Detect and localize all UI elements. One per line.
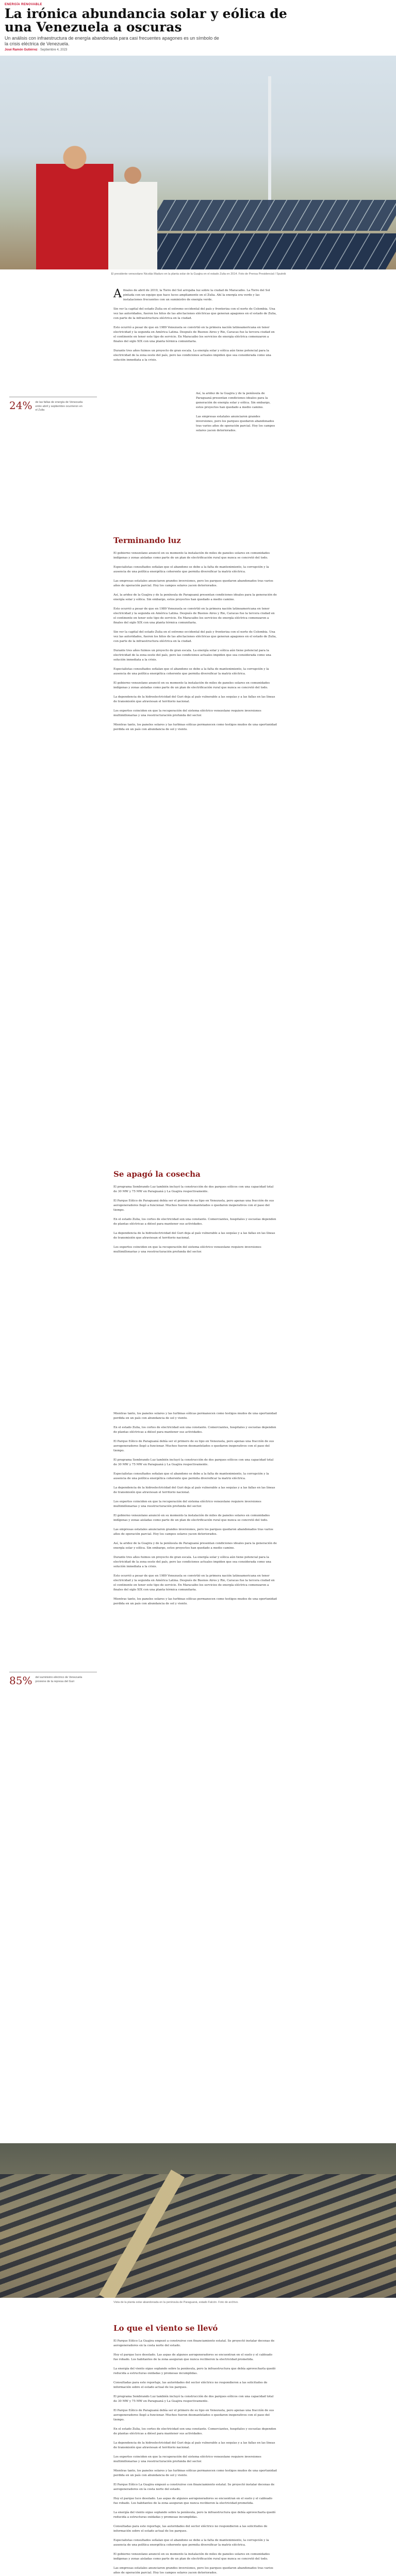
paragraph: Esto ocurrió a pesar de que en 1989 Venezuela se convirtió en la primera nación latinoamericana en tener electricidad y la segunda en América Latina. Después de Buenos Aires y Rio, Caracas fue la tercera ciudad en el continente en tener este tipo de servicio. En Maracaibo los servicios de energía eléctrica comenzaron a finales del siglo XIX con una planta térmica comunitaria. [113,326,275,343]
section-heading: Lo que el viento se llevó [113,2324,218,2333]
body-block-3b [113,1412,277,1611]
section-heading: Se apagó la cosecha [113,1170,201,1179]
paragraph: El programa Sembrando Luz también incluyó la construcción de dos parques eólicos con una capacidad total de 30 MW y 75 MW en Paraguaná y La Guajira respectivamente. [113,1185,274,1193]
hero-person-white [108,159,157,269]
paragraph: El Parque Eólico de Paraguaná debía ser el primero de su tipo en Venezuela, pero apenas una fracción de sus aerogeneradores llegó a funcionar. Muchos fueron desmantelados o quedaron inoperativos con el paso del tiempo. [113,1199,274,1212]
stat-text: de las fallas de energía de Venezuela entre abril y septiembre ocurrieron en el Zulia [35,401,83,412]
stat-text: del suministro eléctrico de Venezuela proviene de la represa del Guri [35,1676,82,1683]
body-block-1b [196,392,277,438]
paragraph: El Parque Eólico de Paraguaná debía ser el primero de su tipo en Venezuela, pero apenas una fracción de sus aerogeneradores llegó a funcionar. Muchos fueron desmantelados o quedaron inoperativos con el paso del tiempo. [113,2409,274,2421]
hero-person-red [36,133,113,269]
paragraph: La dependencia de la hidroelectricidad del Guri deja al país vulnerable a las sequías y a las fallas en las líneas de transmisión que atraviesan el territorio nacional. [113,696,275,703]
paragraph: En el estado Zulia, los cortes de electricidad son una constante. Comerciantes, hospitales y escuelas dependen de plantas eléctricas a diésel para mantener sus actividades. [113,1426,276,1434]
paragraph: Hoy el parque luce desolado. Las aspas de algunos aerogeneradores se encuentran en el suelo y el cableado fue robado. Los habitantes de la zona aseguran que nunca recibieron la electricidad prometida. [113,2353,273,2361]
hero-image [0,56,396,269]
solar-rows [0,2174,396,2298]
paragraph: Las empresas estatales anunciaron grandes inversiones, pero los parques quedaron abandonados tras varios años de operación parcial. Hoy los campos solares yacen deteriorados. [113,2567,273,2574]
body-block-1 [113,289,277,367]
paragraph: Especialistas consultados señalan que el abandono se debe a la falta de mantenimiento, la corrupción y la ausencia de una política energética coherente que permita diversificar la matriz eléctrica. [113,1472,269,1480]
hero-pole [268,76,271,210]
paragraph: El gobierno venezolano anunció en su momento la instalación de miles de paneles solares en comunidades indígenas y zonas aisladas como parte de un plan de electrificación rural que nunca se concretó del todo. [113,552,270,560]
paragraph: Así, la aridez de la Guajira y de la península de Paraguaná presentan condiciones ideales para la generación de energía solar y eólica. Sin embargo, estos proyectos han quedado a medio camino. [196,392,271,409]
section-heading: Terminando luz [113,536,181,545]
article-byline [5,48,67,52]
drop-cap: A [113,287,122,300]
paragraph: Mientras tanto, los paneles solares y las turbinas eólicas permanecen como testigos mudos de una oportunidad perdida en un país con abundancia de sol y viento. [113,723,277,731]
body-block-2 [113,551,277,737]
paragraph: Las empresas estatales anunciaron grandes inversiones, pero los parques quedaron abandonados tras varios años de operación parcial. Hoy los campos solares yacen deteriorados. [196,415,275,432]
paragraph: Mientras tanto, los paneles solares y las turbinas eólicas permanecen como testigos mudos de una oportunidad perdida en un país con abundancia de sol y viento. [113,1598,277,1605]
paragraph: La dependencia de la hidroelectricidad del Guri deja al país vulnerable a las sequías y a las fallas en las líneas de transmisión que atraviesan el territorio nacional. [113,1232,275,1240]
paragraph: Los expertos coinciden en que la recuperación del sistema eléctrico venezolano requiere inversiones multimillonarias y una reestructuración profunda del sector. [113,1246,261,1253]
article-headline: La irónica abundancia solar y eólica de una Venezuela a oscuras [5,6,287,35]
paragraph: Especialistas consultados señalan que el abandono se debe a la falta de mantenimiento, la corrupción y la ausencia de una política energética coherente que permita diversificar la matriz eléctrica. [113,2539,269,2547]
paragraph: Los expertos coinciden en que la recuperación del sistema eléctrico venezolano requiere inversiones multimillonarias y una reestructuración profunda del sector. [113,709,261,717]
paragraph: La energía del viento sigue soplando sobre la península, pero la infraestructura que debía aprovecharla quedó reducida a estructuras oxidadas y promesas incumplidas. [113,2511,276,2519]
paragraph: Afinales de abril de 2019, la Torre del Sol arrojaba luz sobre la ciudad de Maracaibo. La Torre del Sol pintada con un equipo que hace luces ampliamente en el Zulia. Ahí la energía era verde y las instalaciones frecuentes con un suministro de energía verde. [113,287,270,301]
hero-solar-panels [146,200,396,231]
inline-caption: Vista de la planta solar abandonada en la península de Paraguaná, estado Falcón. Foto de archivo. [113,2301,239,2304]
paragraph: Sin ver la capital del estado Zulia en el extremo occidental del país y fronteriza con el norte de Colombia. Una vez las autoridades, fueron los hitos de las afectaciones eléctricas que generan apagones en el estado de Zulia, con parte de la infraestructura eléctrica en la ciudad. [113,308,277,320]
stat-callout-zulia [9,397,97,413]
paragraph: El gobierno venezolano anunció en su momento la instalación de miles de paneles solares en comunidades indígenas y zonas aisladas como parte de un plan de electrificación rural que nunca se concretó del todo. [113,2553,270,2561]
paragraph: Esto ocurrió a pesar de que en 1989 Venezuela se convirtió en la primera nación latinoamericana en tener electricidad y la segunda en América Latina. Después de Buenos Aires y Rio, Caracas fue la tercera ciudad en el continente en tener este tipo de servicio. En Maracaibo los servicios de energía eléctrica comenzaron a finales del siglo XIX con una planta térmica comunitaria. [113,607,275,624]
body-block-3 [113,1185,277,1259]
paragraph: Durante tres años fuimos un proyecto de gran escala. La energía solar y eólica aún tiene potencial para la electricidad de la zona oeste del país, pero las condiciones actuales impiden que sea considerada como una solución inmediata a la crisis. [113,349,271,362]
article-deck: Un análisis con infraestructura de energía abandonada para casi frecuentes apagones es un símbolo de la crisis eléctrica de Venezuela. [5,36,219,46]
paragraph: Las empresas estatales anunciaron grandes inversiones, pero los parques quedaron abandonados tras varios años de operación parcial. Hoy los campos solares yacen deteriorados. [113,580,273,587]
byline-author[interactable]: José Ramón Gutiérrez [5,48,38,52]
paragraph: La energía del viento sigue soplando sobre la península, pero la infraestructura que debía aprovecharla quedó reducida a estructuras oxidadas y promesas incumplidas. [113,2367,276,2375]
paragraph: La dependencia de la hidroelectricidad del Guri deja al país vulnerable a las sequías y a las fallas en las líneas de transmisión que atraviesan el territorio nacional. [113,1486,275,1494]
paragraph: Sin ver la capital del estado Zulia en el extremo occidental del país y fronteriza con el norte de Colombia. Una vez las autoridades, fueron los hitos de las afectaciones eléctricas que generan apagones en el estado de Zulia, con parte de la infraestructura eléctrica en la ciudad. [113,631,277,643]
paragraph: Mientras tanto, los paneles solares y las turbinas eólicas permanecen como testigos mudos de una oportunidad perdida en un país con abundancia de sol y viento. [113,2469,277,2477]
stat-number: 24% [9,399,32,412]
paragraph: El gobierno venezolano anunció en su momento la instalación de miles de paneles solares en comunidades indígenas y zonas aisladas como parte de un plan de electrificación rural que nunca se concretó del todo. [113,682,270,689]
paragraph: En el estado Zulia, los cortes de electricidad son una constante. Comerciantes, hospitales y escuelas dependen de plantas eléctricas a diésel para mantener sus actividades. [113,1218,276,1226]
paragraph: Los expertos coinciden en que la recuperación del sistema eléctrico venezolano requiere inversiones multimillonarias y una reestructuración profunda del sector. [113,2455,261,2463]
paragraph: El Parque Eólico de Paraguaná debía ser el primero de su tipo en Venezuela, pero apenas una fracción de sus aerogeneradores llegó a funcionar. Muchos fueron desmantelados o quedaron inoperativos con el paso del tiempo. [113,1440,274,1452]
hero-caption: El presidente venezolano Nicolás Maduro en la planta solar de la Guajira en el estado Zulia en 2014. Foto de Prensa Presidencial / Sputnik [111,273,286,276]
paragraph: Los expertos coinciden en que la recuperación del sistema eléctrico venezolano requiere inversiones multimillonarias y una reestructuración profunda del sector. [113,1500,261,1508]
paragraph: Durante tres años fuimos un proyecto de gran escala. La energía solar y eólica aún tiene potencial para la electricidad de la zona oeste del país, pero las condiciones actuales impiden que sea considerada como una solución inmediata a la crisis. [113,649,271,662]
paragraph: Así, la aridez de la Guajira y de la península de Paraguaná presentan condiciones ideales para la generación de energía solar y eólica. Sin embargo, estos proyectos han quedado a medio camino. [113,594,277,601]
paragraph: El Parque Eólico La Guajira empezó a construirse con financiamiento estatal. Se proyectó instalar decenas de aerogeneradores en la costa norte del estado. [113,2340,275,2347]
paragraph: Consultadas para este reportaje, las autoridades del sector eléctrico no respondieron a las solicitudes de información sobre el estado actual de los parques. [113,2381,268,2389]
byline-date: · Septiembre 4, 2023 [37,48,68,52]
paragraph: Mientras tanto, los paneles solares y las turbinas eólicas permanecen como testigos mudos de una oportunidad perdida en un país con abundancia de sol y viento. [113,1412,277,1420]
paragraph: Consultadas para este reportaje, las autoridades del sector eléctrico no respondieron a las solicitudes de información sobre el estado actual de los parques. [113,2525,268,2533]
paragraph: Especialistas consultados señalan que el abandono se debe a la falta de mantenimiento, la corrupción y la ausencia de una política energética coherente que permita diversificar la matriz eléctrica. [113,668,269,675]
hero-solar-panels-front [119,233,396,269]
paragraph: La dependencia de la hidroelectricidad del Guri deja al país vulnerable a las sequías y a las fallas en las líneas de transmisión que atraviesan el territorio nacional. [113,2442,275,2449]
paragraph: Esto ocurrió a pesar de que en 1989 Venezuela se convirtió en la primera nación latinoamericana en tener electricidad y la segunda en América Latina. Después de Buenos Aires y Rio, Caracas fue la tercera ciudad en el continente en tener este tipo de servicio. En Maracaibo los servicios de energía eléctrica comenzaron a finales del siglo XIX con una planta térmica comunitaria. [113,1574,275,1591]
paragraph: El programa Sembrando Luz también incluyó la construcción de dos parques eólicos con una capacidad total de 30 MW y 75 MW en Paraguaná y La Guajira respectivamente. [113,1459,274,1466]
inline-image-solar-farm [0,2143,396,2298]
stat-number: 85% [9,1674,32,1687]
body-block-4 [113,2339,277,2576]
paragraph: El gobierno venezolano anunció en su momento la instalación de miles de paneles solares en comunidades indígenas y zonas aisladas como parte de un plan de electrificación rural que nunca se concretó del todo. [113,1514,270,1522]
paragraph: Las empresas estatales anunciaron grandes inversiones, pero los parques quedaron abandonados tras varios años de operación parcial. Hoy los campos solares yacen deteriorados. [113,1528,273,1536]
paragraph: En el estado Zulia, los cortes de electricidad son una constante. Comerciantes, hospitales y escuelas dependen de plantas eléctricas a diésel para mantener sus actividades. [113,2428,276,2435]
stat-callout-guri [9,1672,97,1687]
paragraph: El Parque Eólico La Guajira empezó a construirse con financiamiento estatal. Se proyectó instalar decenas de aerogeneradores en la costa norte del estado. [113,2483,275,2491]
paragraph: Durante tres años fuimos un proyecto de gran escala. La energía solar y eólica aún tiene potencial para la electricidad de la zona oeste del país, pero las condiciones actuales impiden que sea considerada como una solución inmediata a la crisis. [113,1556,271,1568]
paragraph: Así, la aridez de la Guajira y de la península de Paraguaná presentan condiciones ideales para la generación de energía solar y eólica. Sin embargo, estos proyectos han quedado a medio camino. [113,1542,277,1550]
paragraph: Especialistas consultados señalan que el abandono se debe a la falta de mantenimiento, la corrupción y la ausencia de una política energética coherente que permita diversificar la matriz eléctrica. [113,566,269,573]
paragraph: El programa Sembrando Luz también incluyó la construcción de dos parques eólicos con una capacidad total de 30 MW y 75 MW en Paraguaná y La Guajira respectivamente. [113,2395,274,2403]
article-kicker[interactable]: ENERGÍA RENOVABLE [5,3,42,6]
paragraph: Hoy el parque luce desolado. Las aspas de algunos aerogeneradores se encuentran en el suelo y el cableado fue robado. Los habitantes de la zona aseguran que nunca recibieron la electricidad prometida. [113,2497,273,2505]
